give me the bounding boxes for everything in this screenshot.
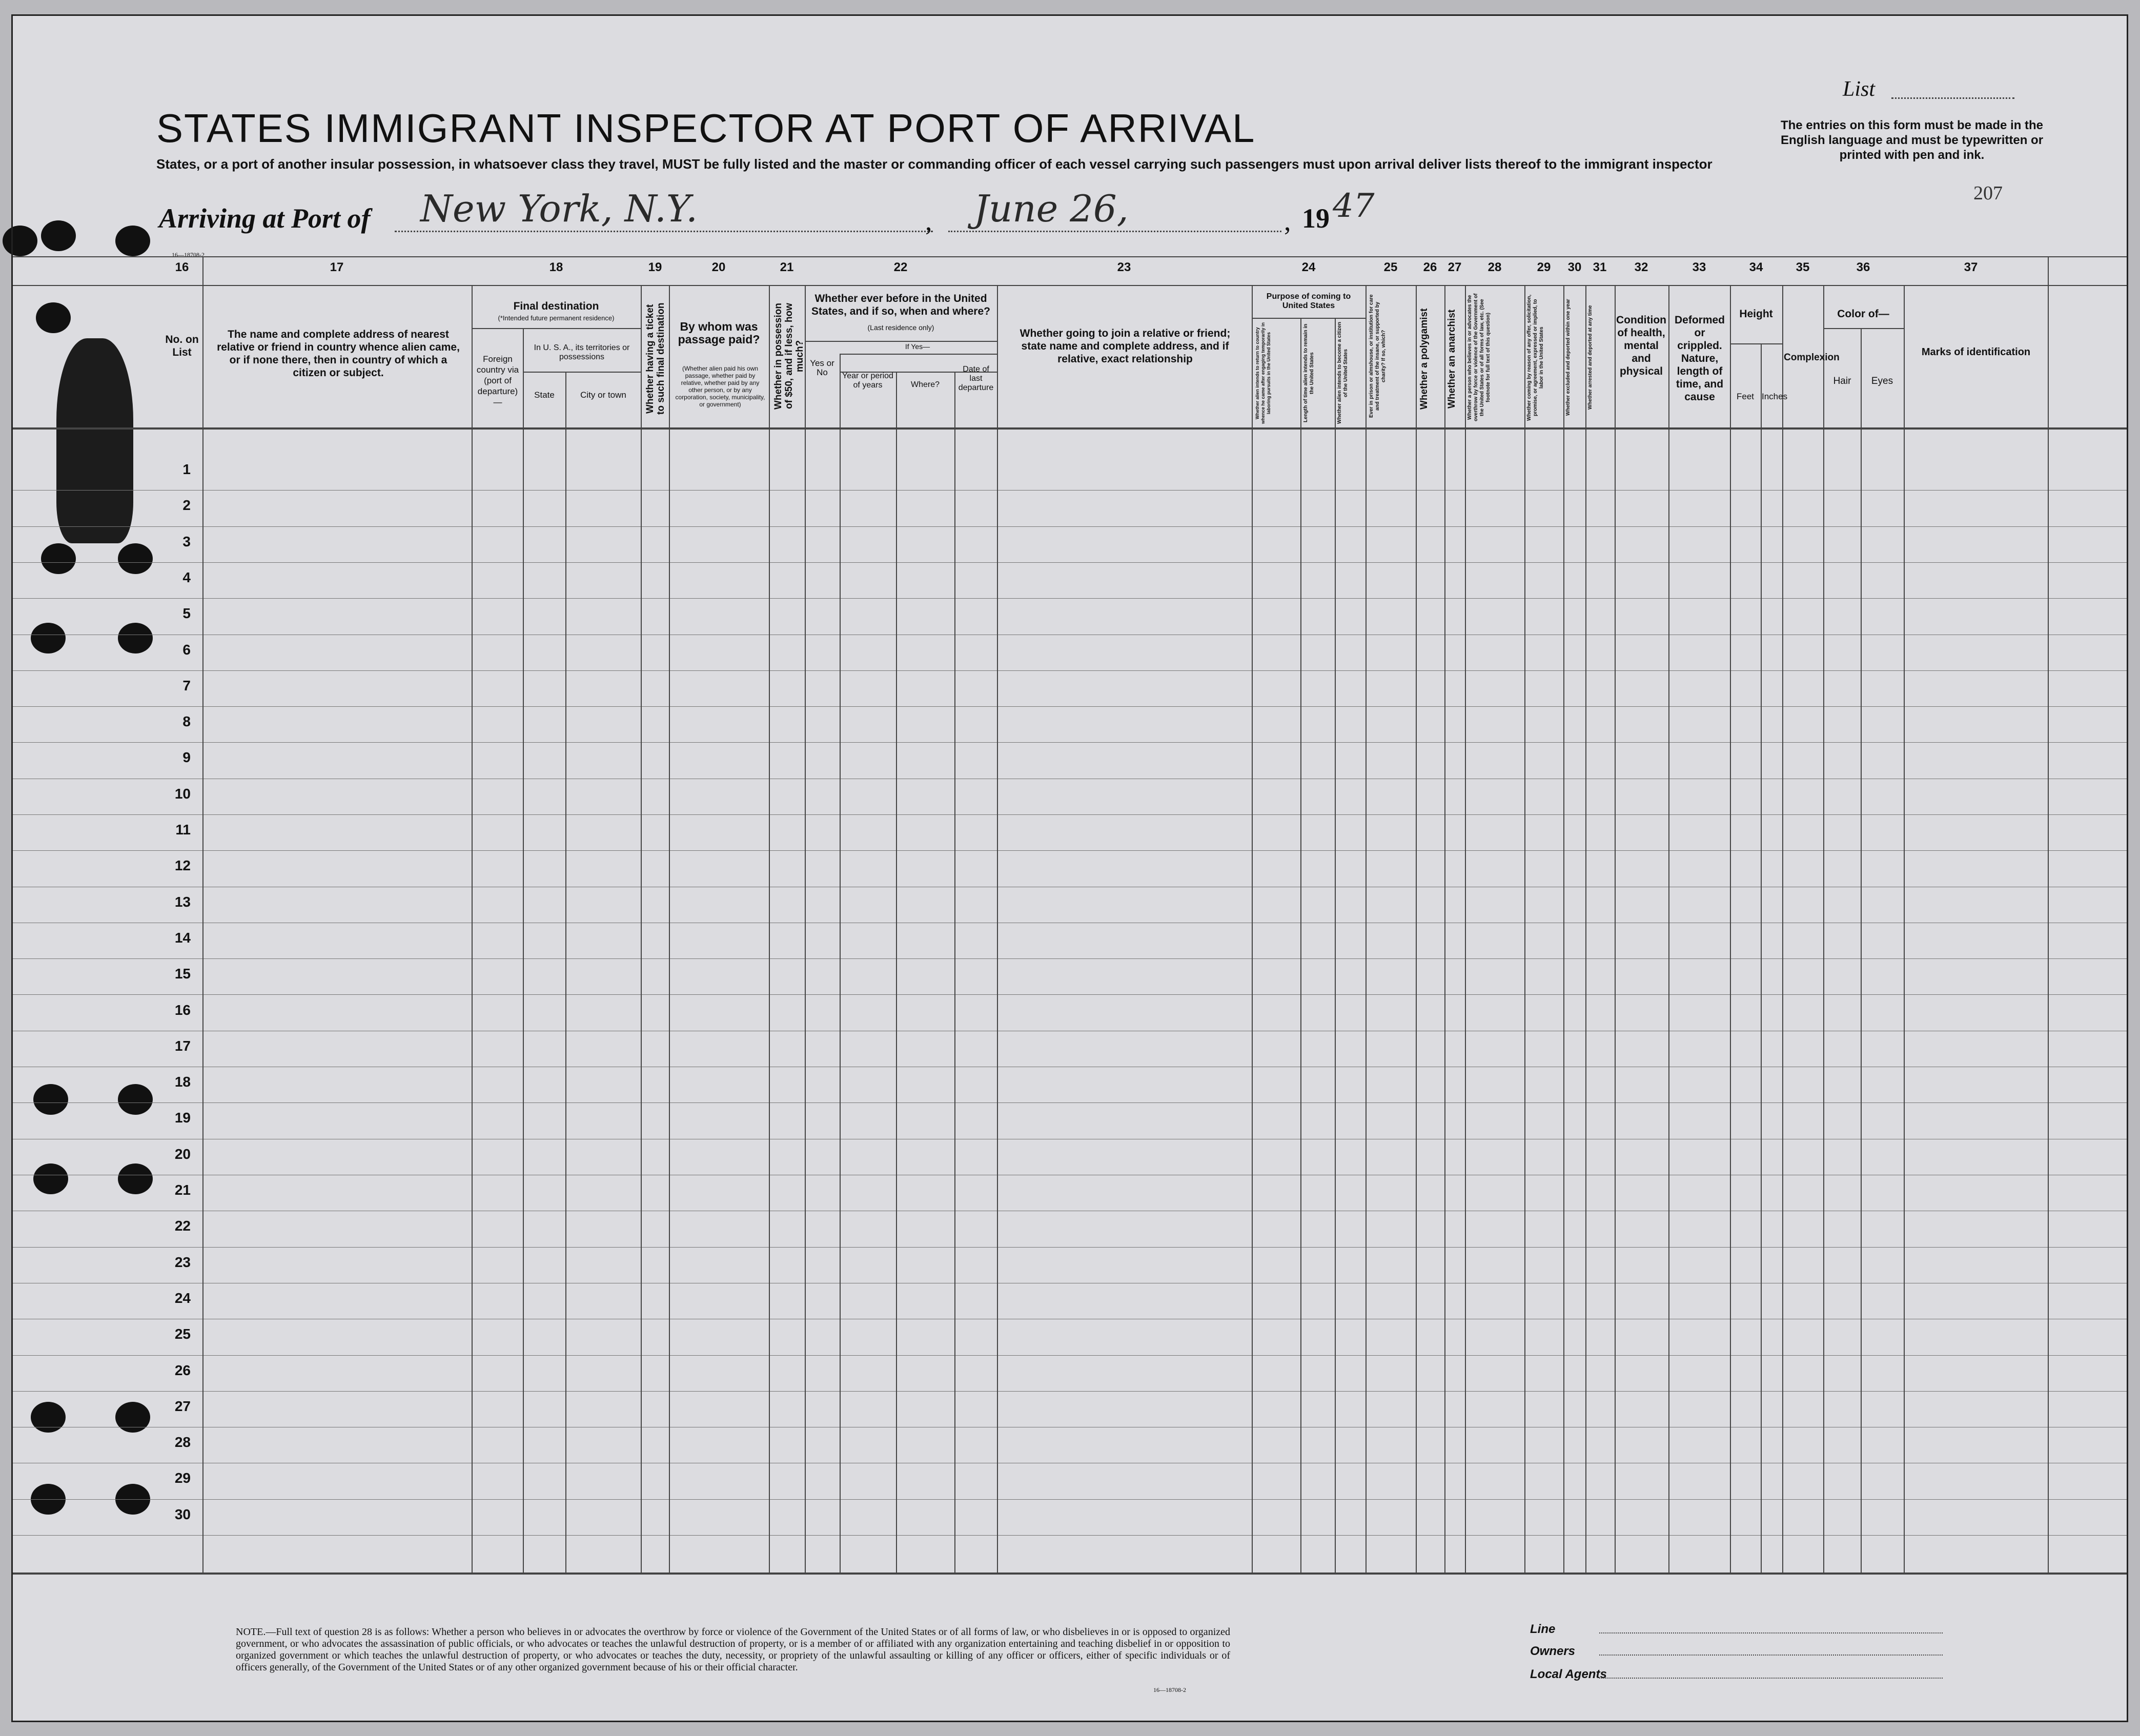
header-overthrow: Whether a person who believes in or advocates the overthrow by force or violence of the Government of the United States or of all forms of law, etc. (See footnote for full text of this question) (1467, 293, 1491, 422)
header-where: Where? (910, 380, 940, 389)
column-number: 23 (1117, 260, 1131, 274)
row-number: 22 (174, 1218, 191, 1234)
row-number: 24 (174, 1290, 191, 1306)
header-polygamist: Whether a polygamist (1419, 308, 1430, 410)
header-anarchist: Whether an anarchist (1446, 309, 1457, 409)
header-foreign-country: Foreign country via (port of departure)— (476, 354, 519, 407)
year-handwritten: 47 (1333, 187, 1375, 225)
row-number: 30 (174, 1506, 191, 1522)
header-excluded: Whether excluded and deported within one year (1565, 299, 1571, 416)
column-number: 19 (648, 260, 662, 274)
owners-label: Owners (1530, 1644, 1576, 1658)
comma: , (1284, 206, 1291, 236)
row-number: 15 (174, 966, 191, 982)
comma: , (925, 206, 932, 236)
header-final-destination: Final destination (513, 300, 599, 312)
form-subtitle: States, or a port of another insular possession, in whatsoever class they travel, MUST be fully listed and the master or commanding officer of each vessel carrying such passengers must upon arrival deliver lists thereof to the immigrant inspector (156, 156, 1713, 172)
row-number: 18 (174, 1074, 191, 1090)
header-fifty-dollars: Whether in possession of $50, and if less, how much? (773, 303, 805, 410)
header-height: Height (1739, 308, 1773, 320)
row-number: 14 (174, 930, 191, 946)
column-number: 36 (1856, 260, 1870, 274)
date-handwritten: June 26, (974, 187, 1129, 230)
header-ticket: Whether having a ticket to such final destination (645, 302, 666, 415)
row-number: 10 (174, 786, 191, 802)
row-number: 28 (174, 1434, 191, 1450)
header-final-destination-note: (*Intended future permanent residence) (498, 314, 615, 322)
form-code: 16—18708-2 (172, 251, 205, 258)
column-number: 33 (1692, 260, 1706, 274)
column-number: 31 (1593, 260, 1607, 274)
header-purpose-return: Whether alien intends to return to country whence he came after engaging temporarily in laboring pursuits in the United States (1255, 322, 1271, 424)
header-nearest-relative: The name and complete address of nearest relative or friend in country whence alien came, or if none there, then in country of which a citizen or subject. (217, 329, 460, 379)
header-health: Condition of health, mental and physical (1616, 314, 1666, 377)
column-number: 20 (711, 260, 726, 274)
row-number: 3 (182, 534, 191, 549)
row-number: 17 (174, 1038, 191, 1054)
row-number: 2 (182, 497, 191, 513)
header-last-residence: (Last residence only) (867, 323, 934, 332)
header-complexion: Complexion (1784, 352, 1840, 363)
row-number: 27 (174, 1398, 191, 1414)
row-number: 6 (182, 642, 191, 658)
header-city: City or town (580, 390, 626, 400)
row-number: 13 (174, 894, 191, 910)
column-number: 24 (1301, 260, 1316, 274)
column-number: 32 (1634, 260, 1648, 274)
local-agents-label: Local Agents (1530, 1667, 1607, 1681)
header-feet: Feet (1736, 392, 1755, 401)
header-purpose: Purpose of coming to United States (1266, 292, 1351, 310)
header-yes-no: Yes or No (810, 358, 834, 377)
entries-instruction: The entries on this form must be made in the English language and must be typewritten or printed with pen and ink. (1780, 118, 2044, 162)
row-number: 12 (174, 857, 191, 873)
row-number: 9 (182, 749, 191, 765)
header-state: State (534, 390, 555, 400)
row-number: 25 (174, 1326, 191, 1342)
column-number: 34 (1749, 260, 1763, 274)
row-number: 8 (182, 713, 191, 729)
form-code: 16—18708-2 (1153, 1686, 1186, 1693)
row-number: 23 (174, 1254, 191, 1270)
form-title: STATES IMMIGRANT INSPECTOR AT PORT OF ARRIVAL (156, 106, 1256, 151)
line-label: Line (1530, 1622, 1556, 1636)
header-going-to-join: Whether going to join a relative or friend; state name and complete address, and if relative, exact relationship (1020, 328, 1231, 365)
column-number: 37 (1964, 260, 1978, 274)
year-prefix: 19 (1302, 203, 1330, 234)
row-number: 20 (174, 1146, 191, 1162)
header-inches: Inches (1762, 392, 1788, 401)
sheet-border (11, 14, 2128, 1722)
header-labor-offer: Whether coming by reason of any offer, solicitation, promise, or agreement, expressed or implied, to labor in the United States (1526, 294, 1544, 421)
column-number: 27 (1448, 260, 1462, 274)
header-date-departure: Date of last departure (958, 365, 994, 392)
row-number: 29 (174, 1470, 191, 1486)
header-prison: Ever in prison or almshouse, or institution for care and treatment of the insane, or supported by charity? If so, which? (1369, 294, 1387, 418)
column-number: 26 (1423, 260, 1437, 274)
header-purpose-length: Length of time alien intends to remain in the United States (1303, 323, 1315, 423)
column-number: 16 (175, 260, 189, 274)
column-number: 17 (330, 260, 344, 274)
row-number: 16 (174, 1002, 191, 1018)
row-number: 4 (182, 569, 191, 585)
column-number: 21 (780, 260, 794, 274)
row-number: 7 (182, 678, 191, 693)
row-number: 21 (174, 1182, 191, 1198)
column-number: 25 (1383, 260, 1398, 274)
header-years: Year or period of years (842, 372, 893, 390)
row-number: 19 (174, 1110, 191, 1126)
header-deformed: Deformed or crippled. Nature, length of time, and cause (1674, 314, 1725, 403)
list-label: List (1843, 77, 1876, 101)
column-number: 35 (1796, 260, 1810, 274)
header-ever-before: Whether ever before in the United States, and if so, when and where? (811, 293, 990, 317)
header-eyes: Eyes (1871, 376, 1893, 386)
header-color-of: Color of— (1837, 308, 1889, 320)
header-list-number: No. on List (165, 334, 199, 358)
header-purpose-citizen: Whether alien intends to become a citizen of the United States (1337, 322, 1349, 424)
column-number: 18 (549, 260, 563, 274)
header-marks-identification: Marks of identification (1921, 346, 2031, 358)
footnote-question-28: NOTE.—Full text of question 28 is as follows: Whether a person who believes in or advocates the overthrow by force or violence of the Government of the United States or of all forms of law, or who disbelieves in or is opposed to organized government, or who advocates the assassination of public officials, or who advocates or teaches the unlawful destruction of property, or is a member of or affiliated with any organization entertaining and teaching disbelief in or opposition to organized government or which teaches the unlawful destruction of property, or who advocates or teaches the duty, necessity, or propriety of the unlawful assaulting or killing of any officer or officers, either of specific individuals or of officers generally, of the Government of the United States or of any other organized government because of his or their official character. (236, 1626, 1230, 1673)
column-number: 29 (1537, 260, 1551, 274)
arriving-port-label: Arriving at Port of (159, 203, 371, 234)
header-passage-note: (Whether alien paid his own passage, whether paid by relative, whether paid by any other person, or by any corporation, society, municipality, or government) (675, 365, 765, 408)
column-number: 28 (1487, 260, 1502, 274)
header-passage-paid: By whom was passage paid? (678, 320, 760, 346)
column-number: 30 (1567, 260, 1582, 274)
header-in-usa: In U. S. A., its territories or possessions (534, 343, 630, 361)
row-number: 5 (182, 605, 191, 621)
sheet-number: 207 (1973, 182, 2003, 204)
column-number: 22 (893, 260, 908, 274)
header-if-yes: If Yes— (905, 342, 930, 351)
row-number: 26 (174, 1362, 191, 1378)
header-arrested: Whether arrested and deported at any time (1587, 305, 1593, 410)
port-handwritten: New York, N.Y. (420, 187, 698, 230)
row-number: 11 (175, 822, 191, 838)
row-number: 1 (182, 461, 191, 477)
header-hair: Hair (1833, 376, 1851, 386)
